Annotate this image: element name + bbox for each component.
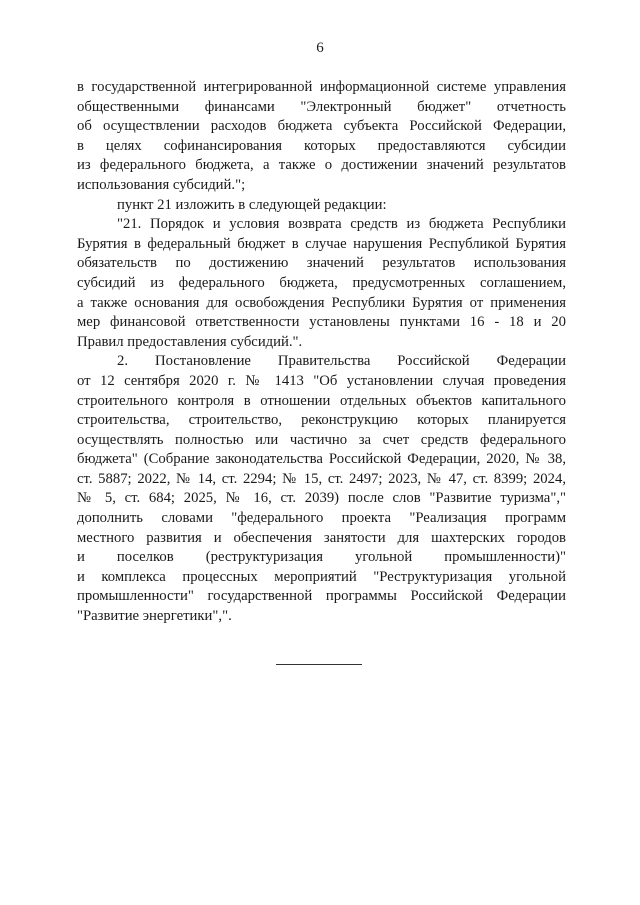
text-line: и поселков (реструктуризация угольной промышленности)" (77, 549, 566, 566)
closing-rule (276, 664, 362, 665)
text-line: строительного контроля в отношении отдельных объектов капитального (77, 392, 566, 409)
text-line: а также основания для освобождения Республики Бурятия от применения (77, 294, 566, 311)
text-line: пункт 21 изложить в следующей редакции: (117, 196, 387, 213)
text-line: обязательств по достижению значений результатов использования (77, 255, 566, 272)
text-line: бюджета" (Собрание законодательства Российской Федерации, 2020, № 38, (77, 451, 566, 468)
text-line: 2. Постановление Правительства Российской Федерации (117, 353, 566, 370)
text-line: местного развития и обеспечения занятости для шахтерских городов (77, 529, 566, 546)
text-line: субсидий из федерального бюджета, предусмотренных соглашением, (77, 274, 566, 291)
text-line: Правил предоставления субсидий.". (77, 333, 303, 350)
text-line: мер финансовой ответственности установлены пунктами 16 - 18 и 20 (77, 314, 566, 331)
text-line: в целях софинансирования которых предоставляются субсидии (77, 137, 566, 154)
text-line: строительства, строительство, реконструкцию которых планируется (77, 412, 566, 429)
text-line: общественными финансами "Электронный бюджет" отчетность (77, 98, 566, 115)
text-line: от 12 сентября 2020 г. № 1413 "Об установлении случая проведения (77, 372, 566, 389)
document-body (77, 78, 566, 627)
page-number: 6 (316, 40, 324, 56)
text-line: № 5, ст. 684; 2025, № 16, ст. 2039) после слов "Развитие туризма"," (77, 490, 566, 507)
text-line: и комплекса процессных мероприятий "Реструктуризация угольной (77, 568, 566, 585)
text-line: ст. 5887; 2022, № 14, ст. 2294; № 15, ст. 2497; 2023, № 47, ст. 8399; 2024, (77, 470, 566, 487)
text-line: в государственной интегрированной информационной системе управления (77, 79, 566, 95)
text-line: осуществлять полностью или частично за счет средств федерального (77, 431, 566, 448)
text-line: Бурятия в федеральный бюджет в случае нарушения Республикой Бурятия (77, 235, 566, 252)
text-line: дополнить словами "федерального проекта "Реализация программ (77, 510, 566, 527)
text-line: "Развитие энергетики",". (77, 608, 232, 625)
text-line: промышленности" государственной программы Российской Федерации (77, 588, 566, 605)
text-line: об осуществлении расходов бюджета субъекта Российской Федерации, (77, 118, 566, 135)
text-line: использования субсидий."; (77, 176, 246, 193)
text-line: из федерального бюджета, а также о достижении значений результатов (77, 157, 566, 174)
text-line: "21. Порядок и условия возврата средств из бюджета Республики (117, 216, 566, 233)
